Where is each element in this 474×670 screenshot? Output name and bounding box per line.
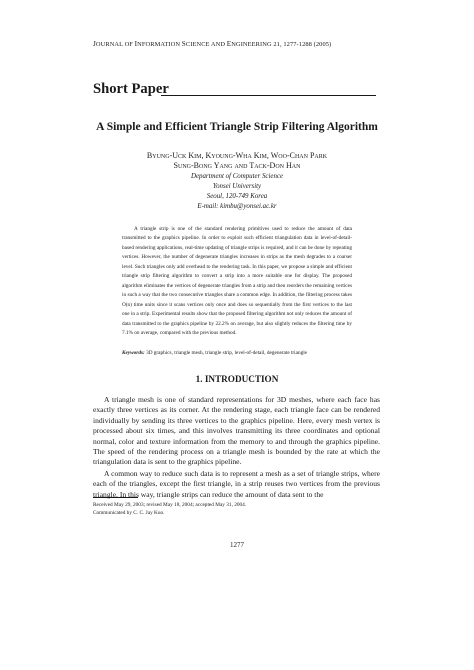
abstract: [122, 225, 352, 338]
page-number: 1277: [230, 541, 244, 549]
author-line: Sung-Bong Yang and Tack-Don Han: [173, 161, 301, 171]
section-type-label: Short Paper: [93, 81, 169, 97]
footnote-communicated: Communicated by C. C. Jay Kuo.: [93, 510, 165, 517]
author-email: E-mail: kimbu@yonsei.ac.kr: [197, 203, 277, 211]
section-type-rule: [161, 95, 376, 96]
abstract-text: A triangle strip is one of the standard rendering primitives used to reduce the amount of data transmitted to the graphics pipeline. In order to exploit such efficient triangulation data in level-of-detail-based rendering applications, real-time updating of triangle strips is required, and it can be done by repeating vertices. However, the number of degenerate triangles increases in strips as the mesh degrades to a coarser level. Such triangles only add overhead to the rendering task. In this paper, we propose a simple and efficient triangle strip filtering algorithm to convert a strip into a more suitable one for display. The proposed algorithm eliminates the vertices of degenerate triangles from a strip and then reorders the remaining vertices in such a way that the two consecutive triangles share a common edge. In addition, the filtering process takes O(n) time units since it scans vertices only once and does so sequentially from the first vertices to the last one in a strip. Experimental results show that the proposed filtering algorithm not only reduces the amount of data transmitted to the graphics pipeline by 22.2% on average, but also slightly reduces the filtering time by 7.1% on average, compared with the previous method.: [122, 226, 352, 336]
author-block: [0, 151, 474, 213]
body-paragraph: A common way to reduce such data is to represent a mesh as a set of triangle strips, where each of the triangles, except the first triangle, in a strip reuses two vertices from the previous triangle. In this way, triangle strips can reduce the amount of data sent to the: [93, 468, 380, 499]
author-line: Byung-Uck Kim, Kyoung-Wha Kim, Woo-Chan Park: [146, 151, 328, 160]
running-head-initial: S: [181, 40, 186, 48]
running-head-text: NFORMATION: [137, 41, 182, 48]
running-head-initial: I: [134, 40, 138, 48]
affiliation-department: Department of Computer Science: [190, 172, 284, 180]
running-head-text: NGINEERING: [231, 41, 274, 48]
running-head-volume-pages: 21, 1277-1288 (2005): [273, 41, 332, 48]
running-head: [93, 40, 331, 48]
affiliation-city: Seoul, 120-749 Korea: [206, 193, 268, 201]
running-head-initial: J: [93, 40, 96, 48]
running-head-text: CIENCE AND: [185, 41, 227, 48]
body-paragraph: A triangle mesh is one of standard representations for 3D meshes, where each face has exactly three vertices as its corner. At the rendering stage, each triangle face can be rendered individually by sending its three vertices to the graphics pipeline. Here, every mesh vertex is processed about six times, and this involves transmitting its three coordinates and optional normal, color and texture information from the memory to and through the graphics pipeline. The speed of the rendering process on a triangle mesh is bounded by the rate at which the triangulation data is sent to the graphics pipeline.: [93, 395, 380, 467]
section-heading-introduction: 1. INTRODUCTION: [195, 374, 279, 384]
footnotes: [93, 501, 246, 518]
keywords-text: 3D graphics, triangle mesh, triangle strip, level-of-detail, degenerate triangle: [144, 350, 308, 356]
introduction-body: [93, 395, 380, 500]
affiliation-university: Yonsei University: [212, 183, 262, 191]
keywords: [122, 350, 362, 356]
running-head-initial: E: [226, 40, 232, 48]
paper-title: A Simple and Efficient Triangle Strip Filtering Algorithm: [96, 121, 378, 133]
footnote-received: Received May 29, 2003; revised May 18, 2004; accepted May 31, 2004.: [93, 502, 247, 508]
footnote-rule: [93, 497, 138, 498]
keywords-label: Keywords:: [122, 350, 145, 356]
running-head-text: OURNAL OF: [95, 41, 135, 48]
